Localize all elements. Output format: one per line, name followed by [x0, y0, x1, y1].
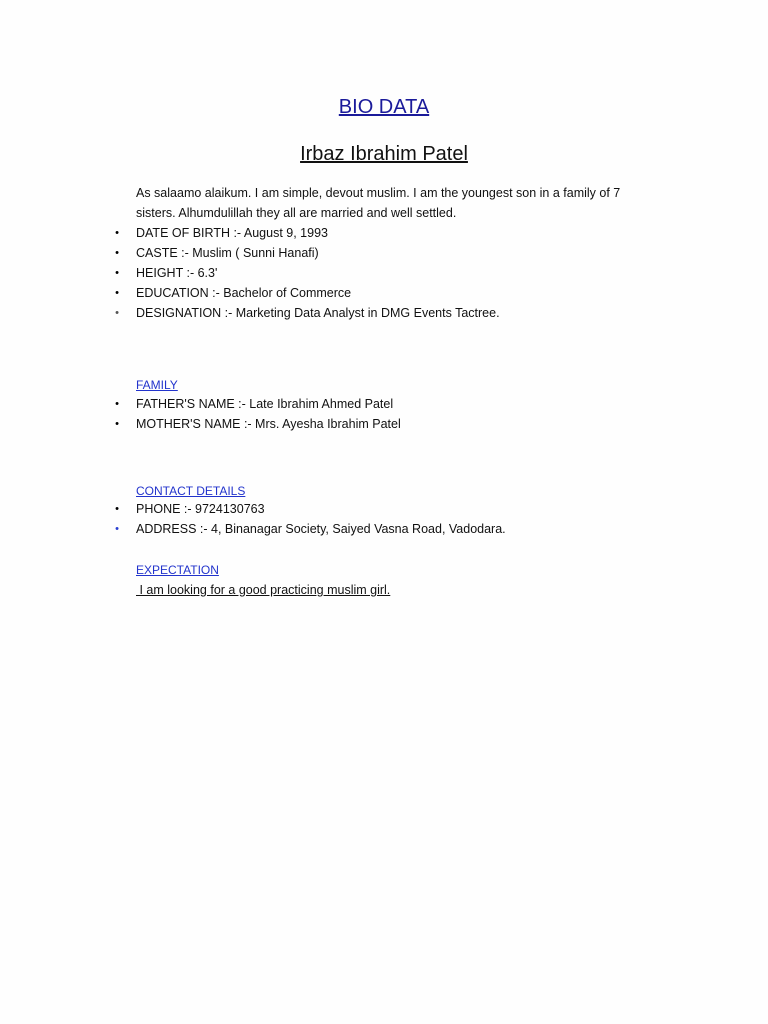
family-heading: FAMILY: [136, 378, 178, 392]
bullet-icon: •: [115, 503, 119, 515]
list-item-father: [115, 394, 401, 414]
list-item-phone: [115, 499, 506, 519]
mother-text: MOTHER'S NAME :- Mrs. Ayesha Ibrahim Patel: [136, 417, 401, 431]
father-text: FATHER'S NAME :- Late Ibrahim Ahmed Patel: [136, 397, 394, 411]
bullet-icon: •: [115, 307, 119, 319]
designation-text: DESIGNATION :- Marketing Data Analyst in DMG Events Tactree.: [136, 306, 500, 320]
list-item-address: [115, 519, 506, 539]
list-item-dob: [115, 223, 500, 243]
phone-text: PHONE :- 9724130763: [136, 502, 265, 516]
expectation-heading: EXPECTATION: [136, 563, 219, 577]
document-title: BIO DATA: [338, 96, 430, 118]
bullet-icon: •: [115, 398, 119, 410]
personal-details-list: [115, 223, 500, 323]
expectation-text: I am looking for a good practicing muslim girl.: [136, 583, 391, 597]
family-list: [115, 394, 401, 434]
bullet-icon: •: [115, 227, 119, 239]
list-item-designation: [115, 303, 500, 323]
education-text: EDUCATION :- Bachelor of Commerce: [136, 286, 352, 300]
bullet-icon: •: [115, 523, 119, 535]
bullet-icon: •: [115, 418, 119, 430]
contact-list: [115, 499, 506, 539]
list-item-mother: [115, 414, 401, 434]
bullet-icon: •: [115, 267, 119, 279]
list-item-education: [115, 283, 500, 303]
list-item-caste: [115, 243, 500, 263]
address-text: ADDRESS :- 4, Binanagar Society, Saiyed Vasna Road, Vadodara.: [136, 522, 506, 536]
caste-text: CASTE :- Muslim ( Sunni Hanafi): [136, 246, 319, 260]
bullet-icon: •: [115, 247, 119, 259]
list-item-height: [115, 263, 500, 283]
bullet-icon: •: [115, 287, 119, 299]
dob-text: DATE OF BIRTH :- August 9, 1993: [136, 226, 328, 240]
person-name: Irbaz Ibrahim Patel: [300, 143, 468, 165]
contact-heading: CONTACT DETAILS: [136, 484, 246, 498]
height-text: HEIGHT :- 6.3': [136, 266, 218, 280]
intro-paragraph: As salaamo alaikum. I am simple, devout muslim. I am the youngest son in a family of 7 sisters. Alhumdulillah they all are married and well settled.: [136, 186, 621, 220]
